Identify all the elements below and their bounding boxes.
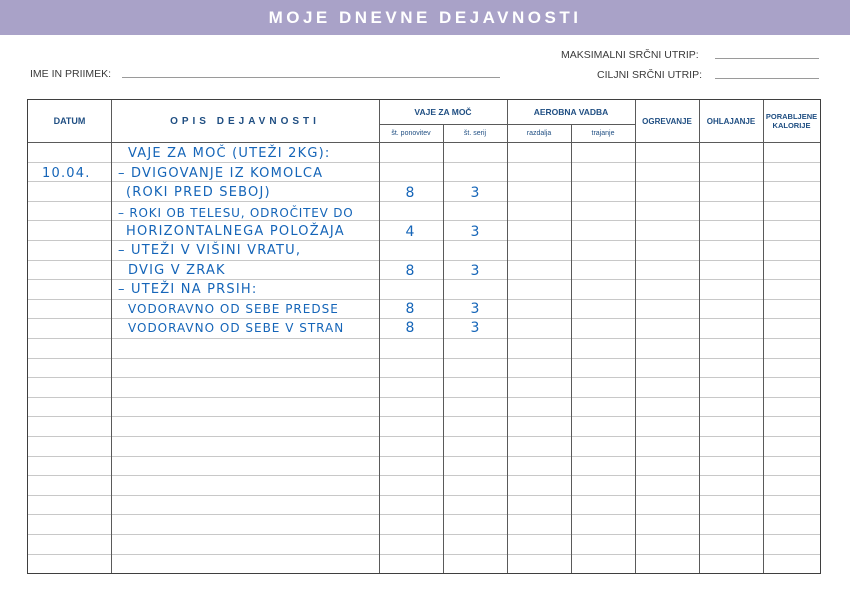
column-header-description: OPIS DEJAVNOSTI [170,115,320,127]
column-header-sets: št. serij [463,130,487,137]
entry-description: DVIG V ZRAK [128,263,226,278]
row-rule [28,397,820,398]
column-divider [111,100,112,573]
page-title: MOJE DNEVNE DEJAVNOSTI [268,8,582,27]
column-header-warmup: OGREVANJE [642,116,692,126]
target-heart-rate-label: CILJNI SRČNI UTRIP: [597,69,703,81]
row-rule [28,416,820,417]
column-divider [443,124,444,573]
entry-reps: 8 [405,301,415,317]
column-divider [379,100,380,573]
header-bottom-border [28,142,820,143]
entry-reps: 4 [405,224,415,240]
row-rule [28,260,820,261]
entry-description: (ROKI PRED SEBOJ) [126,185,271,200]
row-rule [28,338,820,339]
column-divider [763,100,764,573]
column-header-calories [763,100,820,142]
row-rule [28,377,820,378]
row-rule [28,456,820,457]
max-heart-rate-label: MAKSIMALNI SRČNI UTRIP: [561,49,699,61]
entry-description: – UTEŽI NA PRSIH: [118,282,258,297]
entry-description: VODORAVNO OD SEBE PREDSE [128,302,339,316]
row-rule [28,514,820,515]
entry-sets: 3 [470,320,480,336]
row-rule [28,436,820,437]
activity-table [27,99,821,574]
column-header-date: DATUM [53,116,86,126]
row-rule [28,318,820,319]
column-header-distance: razdalja [526,130,552,137]
name-label: IME IN PRIIMEK: [30,68,112,80]
column-header-duration: trajanje [591,130,615,137]
row-rule [28,201,820,202]
row-rule [28,299,820,300]
entry-sets: 3 [470,301,480,317]
column-divider [635,100,636,573]
entry-date: 10.04. [42,166,91,181]
row-rule [28,554,820,555]
row-rule [28,495,820,496]
column-header-cooldown: OHLAJANJE [706,116,756,126]
entry-description: – DVIGOVANJE IZ KOMOLCA [118,166,324,181]
target-heart-rate-field[interactable] [715,78,819,79]
column-divider [571,124,572,573]
entry-reps: 8 [405,320,415,336]
row-rule [28,279,820,280]
entry-reps: 8 [405,263,415,279]
row-rule [28,162,820,163]
entry-sets: 3 [470,224,480,240]
entry-description: VODORAVNO OD SEBE V STRAN [128,321,345,335]
max-heart-rate-field[interactable] [715,58,819,59]
entry-sets: 3 [470,185,480,201]
column-divider [507,100,508,573]
column-header-aerobic: AEROBNA VADBA [533,107,609,117]
entry-reps: 8 [405,185,415,201]
row-rule [28,534,820,535]
column-header-calories-line2: KALORIJE [772,121,811,130]
row-rule [28,358,820,359]
column-header-strength: VAJE ZA MOČ [414,107,472,117]
column-divider [699,100,700,573]
row-rule [28,475,820,476]
name-field[interactable] [122,77,500,78]
entry-description: HORIZONTALNEGA POLOŽAJA [126,224,345,239]
column-header-calories-line1: PORABLJENE [765,112,818,121]
entry-description: – UTEŽI V VIŠINI VRATU, [118,243,302,258]
entry-sets: 3 [470,263,480,279]
column-header-reps: št. ponovitev [391,130,431,137]
entry-description: – ROKI OB TELESU, ODROČITEV DO [118,206,354,220]
row-rule [28,240,820,241]
entry-description: VAJE ZA MOČ (UTEŽI 2KG): [128,146,331,161]
